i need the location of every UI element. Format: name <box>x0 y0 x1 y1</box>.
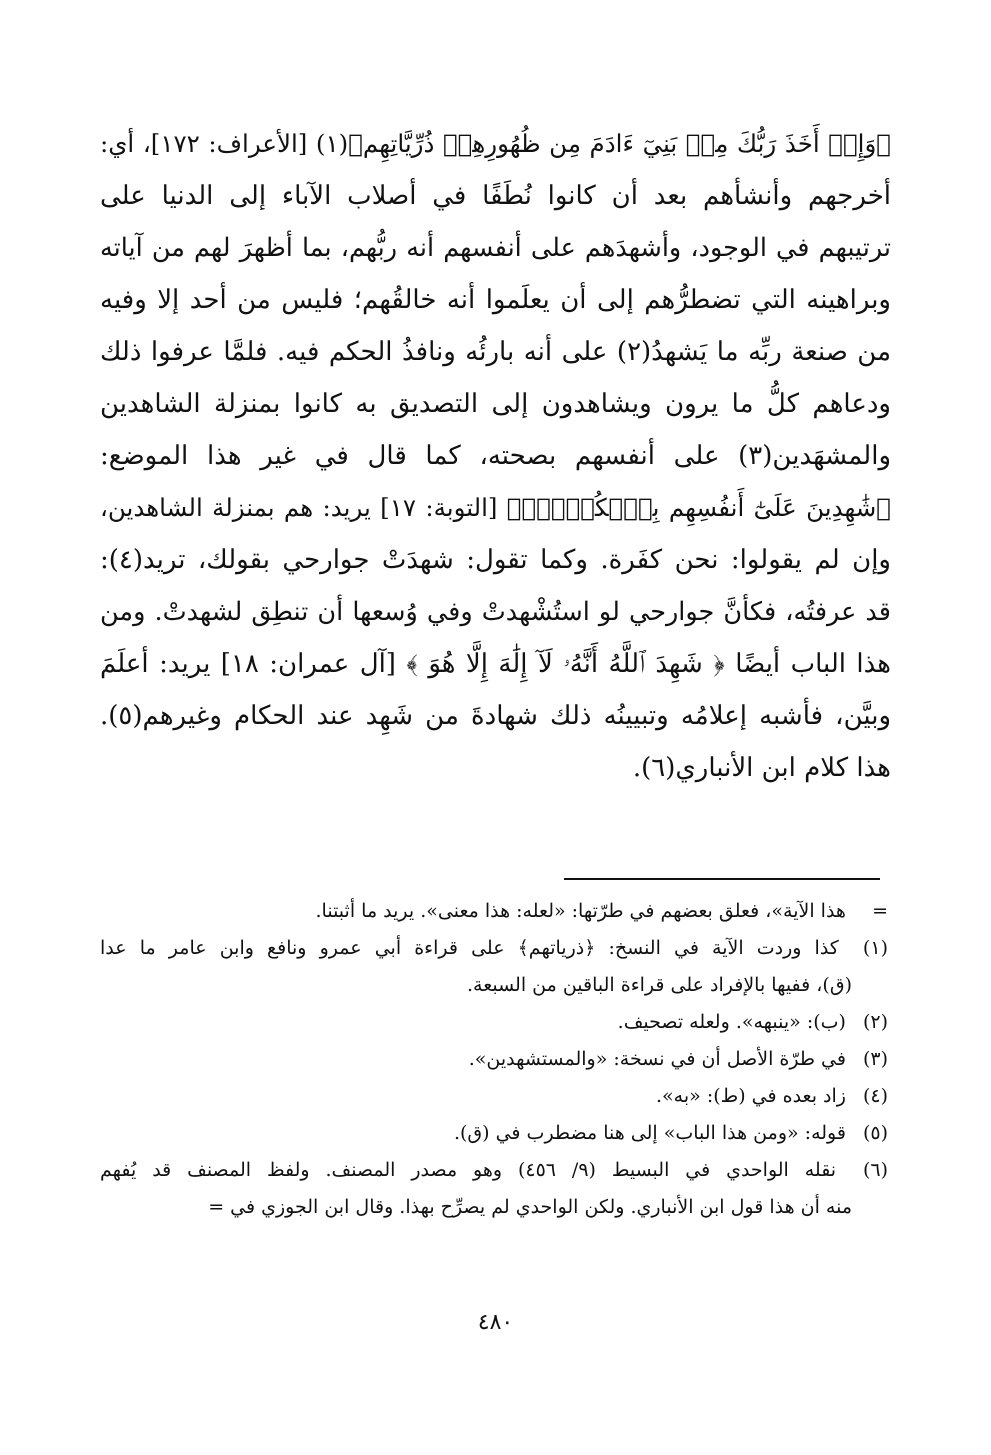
footnote-text: هذا الآية»، فعلق بعضهم في طرّتها: «لعله: هذا معنى». يريد ما أثبتنا. <box>315 900 846 922</box>
footnote-2 <box>100 1004 888 1041</box>
footnote-continuation <box>100 893 888 930</box>
footnote-5 <box>100 1115 888 1152</box>
footnote-text: (ب): «ينبهه». ولعله تصحيف. <box>617 1011 846 1033</box>
footnote-marker: (٢) <box>862 1011 888 1033</box>
footnote-text: نقله الواحدي في البسيط (٩/ ٤٥٦) وهو مصدر المصنف. ولفظ المصنف قد يُفهم <box>100 1159 837 1181</box>
body-line-10: قد عرفتُه، فكأنَّ جوارحي لو استُشْهدتْ وفي وُسعها أن تنطِق لشهدتْ. ومن <box>100 597 891 627</box>
footnote-divider <box>564 878 880 880</box>
page-number: ٤٨٠ <box>477 1310 514 1335</box>
body-line-9: وإن لم يقولوا: نحن كفَرة. وكما تقول: شهدَتْ جوارحي بقولك، تريد(٤): <box>100 545 891 575</box>
footnote-text: في طرّة الأصل أن في نسخة: «والمستشهدين». <box>468 1048 846 1070</box>
body-line-11: هذا الباب أيضًا ﴿ شَهِدَ ٱللَّهُ أَنَّهُۥ لَآ إِلَٰهَ إِلَّا هُوَ ﴾ [آل عمران: ١٨] يريد: أعلَمَ <box>100 649 891 679</box>
body-line-7: والمشهَدين(٣) على أنفسهم بصحته، كما قال في غير هذا الموضع: <box>100 441 891 471</box>
footnote-1 <box>100 930 888 967</box>
footnote-marker: = <box>872 900 888 922</box>
footnote-marker: (٥) <box>862 1122 888 1144</box>
body-line-2: أخرجهم وأنشأهم بعد أن كانوا نُطَفًا في أصلاب الآباء إلى الدنيا على <box>100 181 891 211</box>
footnote-text: قوله: «ومن هذا الباب» إلى هنا مضطرب في (ق). <box>453 1122 846 1144</box>
footnote-6-cont <box>100 1189 888 1226</box>
body-line-12: وبيَّن، فأشبه إعلامُه وتبيينُه ذلك شهادةَ من شَهِد عند الحكام وغيرهم(٥). <box>100 701 891 731</box>
footnotes <box>100 893 888 1226</box>
footnote-marker: (٤) <box>862 1085 888 1107</box>
footnote-marker: (٦) <box>862 1159 888 1181</box>
footnote-4 <box>100 1078 888 1115</box>
footnote-text: كذا وردت الآية في النسخ: ﴿ذرياتهم﴾ على قراءة أبي عمرو ونافع وابن عامر ما عدا <box>100 937 839 959</box>
footnote-3 <box>100 1041 888 1078</box>
body-line-1: ﴿وَإِذۡ أَخَذَ رَبُّكَ مِنۢ بَنِيٓ ءَادَمَ مِن ظُهُورِهِمۡ ذُرِّيَّاتِهِم﴾(١) [الأعراف: ١٧٢]، أي: <box>100 129 891 158</box>
body-line-8: ﴿شَٰهِدِينَ عَلَىٰٓ أَنفُسِهِم بِٱلۡكُفۡرِۚ﴾ [التوبة: ١٧] يريد: هم بمنزلة الشاهدين، <box>100 493 891 522</box>
body-line-13: هذا كلام ابن الأنباري(٦). <box>632 753 891 783</box>
body-line-4: وبراهينه التي تضطرُّهم إلى أن يعلَموا أنه خالقُهم؛ فليس من أحد إلا وفيه <box>100 285 891 315</box>
body-line-6: ودعاهم كلُّ ما يرون ويشاهدون إلى التصديق به كانوا بمنزلة الشاهدين <box>100 389 891 419</box>
footnote-text: (ق)، ففيها بالإفراد على قراءة الباقين من السبعة. <box>466 974 852 996</box>
main-text <box>100 118 891 794</box>
footnote-6 <box>100 1152 888 1189</box>
footnote-marker: (١) <box>862 937 888 959</box>
body-line-5: من صنعة ربِّه ما يَشهدُ(٢) على أنه بارئُه ونافذُ الحكم فيه. فلمَّا عرفوا ذلك <box>100 337 891 367</box>
footnote-marker: (٣) <box>862 1048 888 1070</box>
body-line-3: ترتيبهم في الوجود، وأشهدَهم على أنفسهم أنه ربُّهم، بما أظهرَ لهم من آياته <box>100 233 891 263</box>
footnote-1-cont <box>100 967 888 1004</box>
footnote-text: زاد بعده في (ط): «به». <box>656 1085 846 1107</box>
footnote-text: منه أن هذا قول ابن الأنباري. ولكن الواحدي لم يصرِّح بهذا. وقال ابن الجوزي في = <box>208 1196 852 1218</box>
